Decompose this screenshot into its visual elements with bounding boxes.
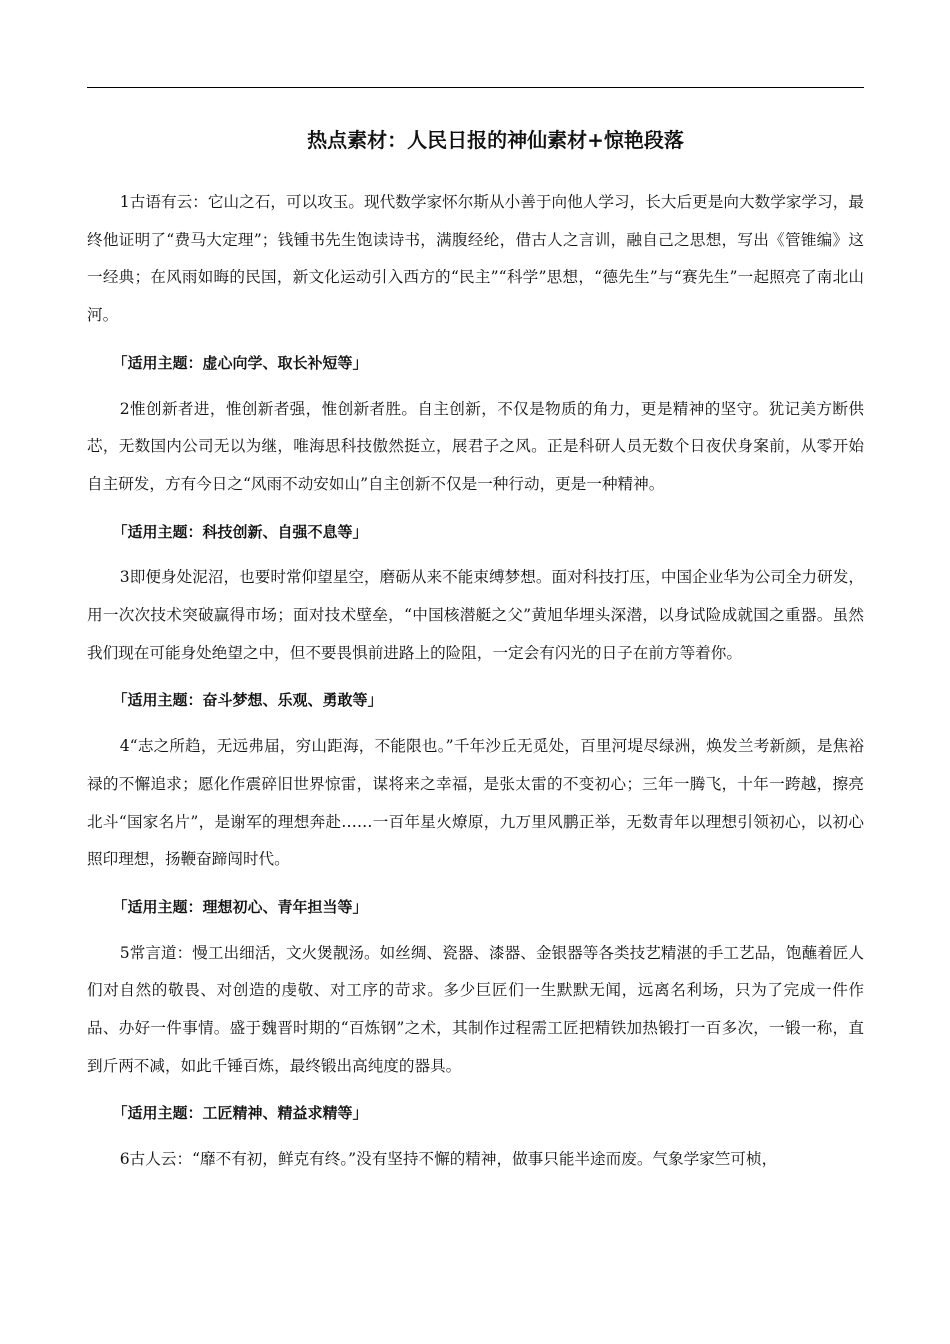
theme-tag-5: 「适用主题：工匠精神、精益求精等」 xyxy=(112,1104,368,1123)
theme-tag-3: 「适用主题：奋斗梦想、乐观、勇敢等」 xyxy=(112,691,383,710)
paragraph-1: 1古语有云：它山之石，可以攻玉。现代数学家怀尔斯从小善于向他人学习，长大后更是向大数学家学习，最终他证明了“费马大定理”；钱锺书先生饱读诗书，满腹经纶，借古人之言训，融自己之思想，写出《管锥编》这一经典；在风雨如晦的民国，新文化运动引入西方的“民主”“科学”思想，“德先生”与“赛先生”一起照亮了南北山河。 xyxy=(87,193,864,325)
paragraph-3: 3即便身处泥沼，也要时常仰望星空，磨砺从来不能束缚梦想。面对科技打压，中国企业华为公司全力研发，用一次次技术突破赢得市场；面对技术壁垒，“中国核潜艇之父”黄旭华埋头深潜，以身试险成就国之重器。虽然我们现在可能身处绝望之中，但不要畏惧前进路上的险阻，一定会有闪光的日子在前方等着你。 xyxy=(87,568,864,662)
paragraph-4: 4“志之所趋，无远弗届，穷山距海，不能限也。”千年沙丘无觅处，百里河堤尽绿洲，焕发兰考新颜，是焦裕禄的不懈追求；愿化作震碎旧世界惊雷，谋将来之幸福，是张太雷的不变初心；三年一腾飞，十年一跨越，擦亮北斗“国家名片”，是谢军的理想奔赴……一百年星火燎原，九万里风鹏正举，无数青年以理想引领初心，以初心照印理想，扬鞭奋蹄闯时代。 xyxy=(87,737,864,869)
paragraph-5: 5常言道：慢工出细活，文火煲靓汤。如丝绸、瓷器、漆器、金银器等各类技艺精湛的手工艺品，饱蘸着匠人们对自然的敬畏、对创造的虔敬、对工序的苛求。多少巨匠们一生默默无闻，远离名利场，只为了完成一件作品、办好一件事情。盛于魏晋时期的“百炼钢”之术，其制作过程需工匠把精铁加热锻打一百多次，一锻一称，直到斤两不减，如此千锤百炼，最终锻出高纯度的器具。 xyxy=(87,943,864,1075)
theme-tag-2: 「适用主题：科技创新、自强不息等」 xyxy=(112,522,368,541)
header-rule xyxy=(87,87,864,88)
theme-tag-1: 「适用主题：虚心向学、取长补短等」 xyxy=(112,353,368,372)
document-title: 热点素材：人民日报的神仙素材+惊艳段落 xyxy=(307,128,684,152)
document-body xyxy=(87,184,864,1189)
paragraph-6: 6古人云：“靡不有初，鲜克有终。”没有坚持不懈的精神，做事只能半途而废。气象学家竺可桢， xyxy=(119,1150,778,1169)
theme-tag-4: 「适用主题：理想初心、青年担当等」 xyxy=(112,897,368,916)
paragraph-2: 2惟创新者进，惟创新者强，惟创新者胜。自主创新，不仅是物质的角力，更是精神的坚守。犹记美方断供芯，无数国内公司无以为继，唯海思科技傲然挺立，展君子之风。正是科研人员无数个日夜伏身案前，从零开始自主研发，方有今日之“风雨不动安如山”自主创新不仅是一种行动，更是一种精神。 xyxy=(87,399,864,493)
